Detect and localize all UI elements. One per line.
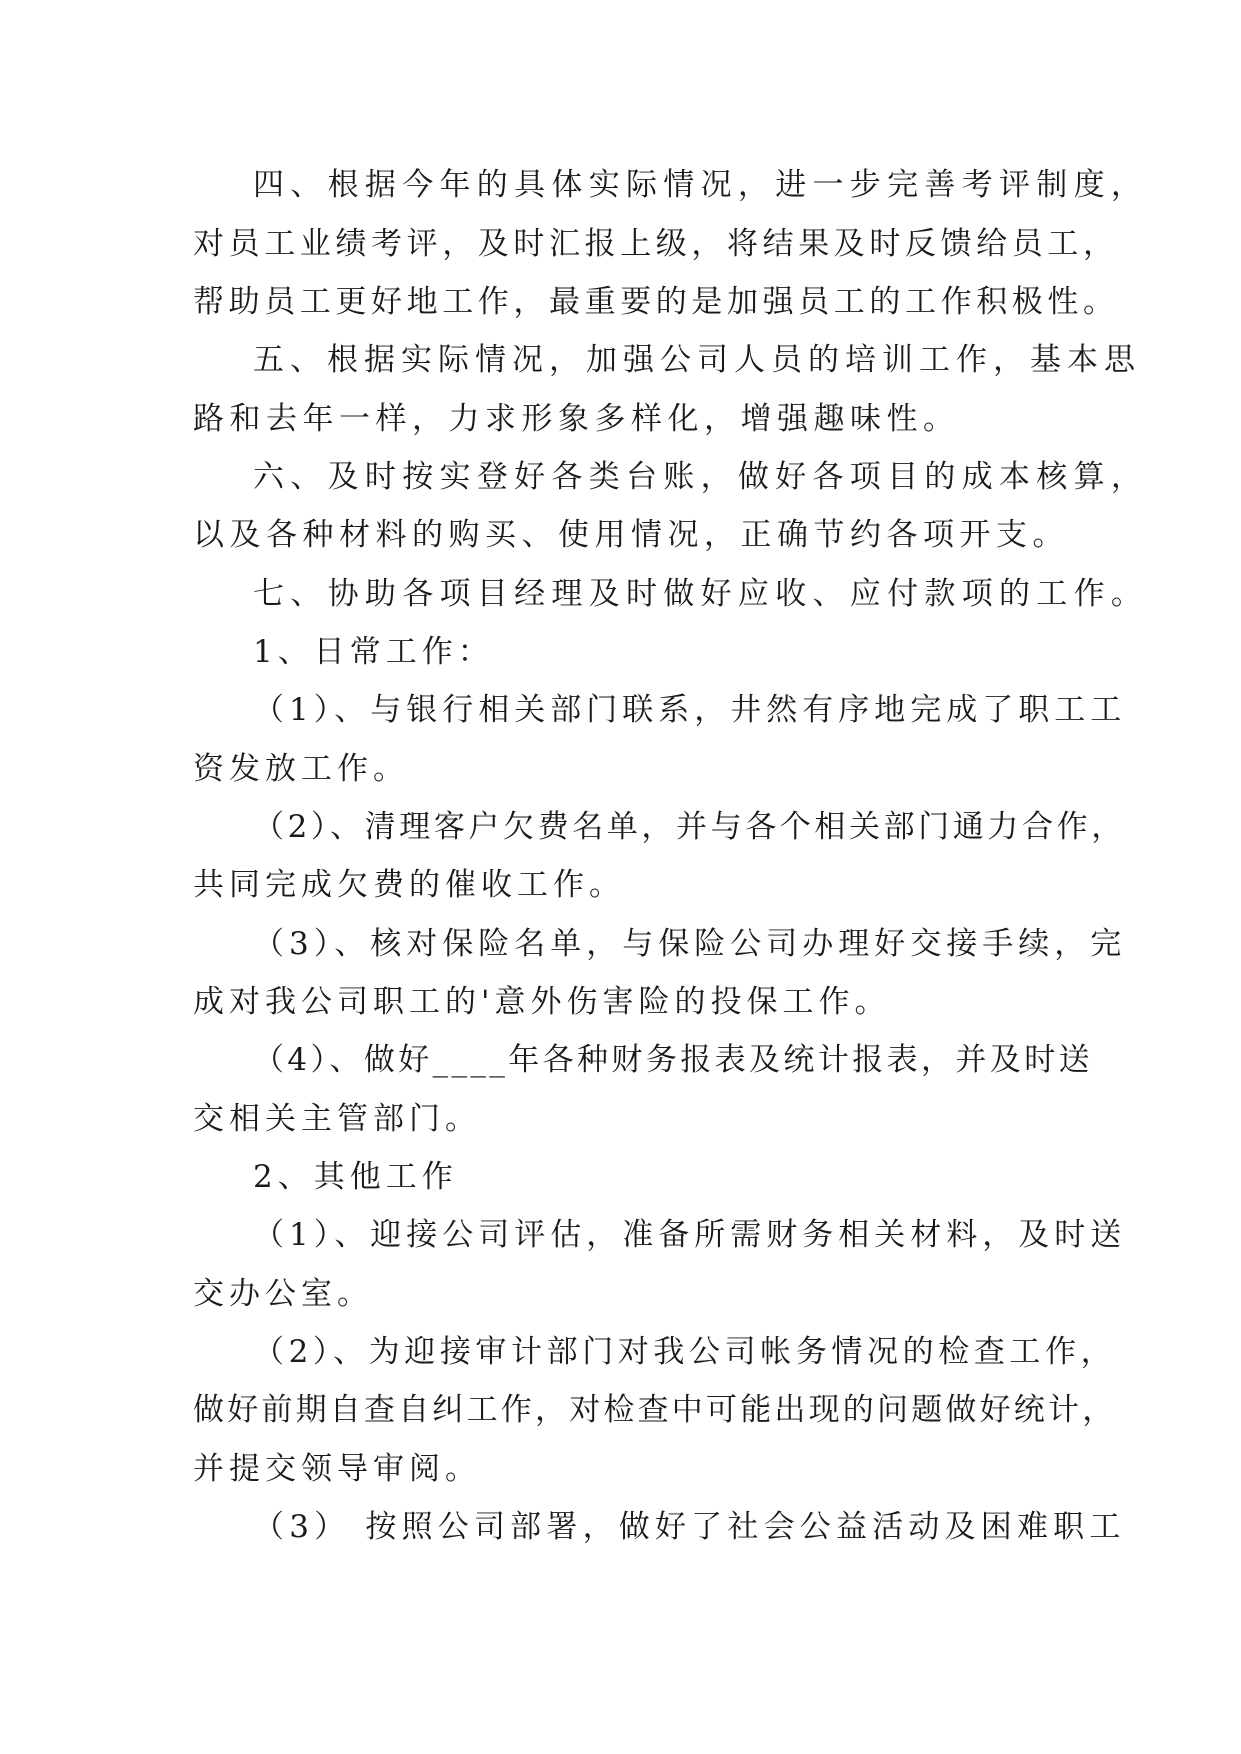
text-line: （3）、核对保险名单，与保险公司办理好交接手续，完: [253, 926, 1127, 962]
text-line: 共同完成欠费的催收工作。: [193, 867, 625, 903]
text-line: （1）、与银行相关部门联系，井然有序地完成了职工工: [253, 692, 1127, 728]
text-line: 路和去年一样，力求形象多样化，增强趣味性。: [193, 401, 960, 437]
text-line: 做好前期自查自纠工作，对检查中可能出现的问题做好统计，: [193, 1392, 1117, 1428]
text-line: （2）、清理客户欠费名单，并与各个相关部门通力合作，: [253, 809, 1126, 845]
text-line: 并提交领导审阅。: [193, 1451, 481, 1487]
text-line: 六、及时按实登好各类台账，做好各项目的成本核算，: [253, 459, 1149, 495]
text-line: 1、日常工作：: [253, 634, 494, 670]
text-line: （2）、为迎接审计部门对我公司帐务情况的检查工作，: [253, 1334, 1117, 1370]
text-line: 五、根据实际情况，加强公司人员的培训工作，基本思: [253, 342, 1141, 378]
text-line: 四、根据今年的具体实际情况，进一步完善考评制度，: [253, 167, 1149, 203]
text-line: 交相关主管部门。: [193, 1101, 481, 1137]
text-line: 成对我公司职工的'意外伤害险的投保工作。: [193, 984, 891, 1020]
text-line: （1）、迎接公司评估，准备所需财务相关材料，及时送: [253, 1217, 1127, 1253]
text-line: 以及各种材料的购买、使用情况，正确节约各项开支。: [193, 517, 1069, 553]
text-line: 资发放工作。: [193, 751, 409, 787]
text-line: 对员工业绩考评，及时汇报上级，将结果及时反馈给员工，: [193, 226, 1119, 262]
text-line: 帮助员工更好地工作，最重要的是加强员工的工作积极性。: [193, 284, 1119, 320]
text-line: （4）、做好____年各种财务报表及统计报表，并及时送: [253, 1042, 1094, 1078]
text-line: （3） 按照公司部署，做好了社会公益活动及困难职工: [253, 1509, 1126, 1545]
text-line: 交办公室。: [193, 1276, 373, 1312]
text-line: 2、其他工作: [253, 1159, 458, 1195]
text-line: 七、协助各项目经理及时做好应收、应付款项的工作。: [253, 576, 1149, 612]
